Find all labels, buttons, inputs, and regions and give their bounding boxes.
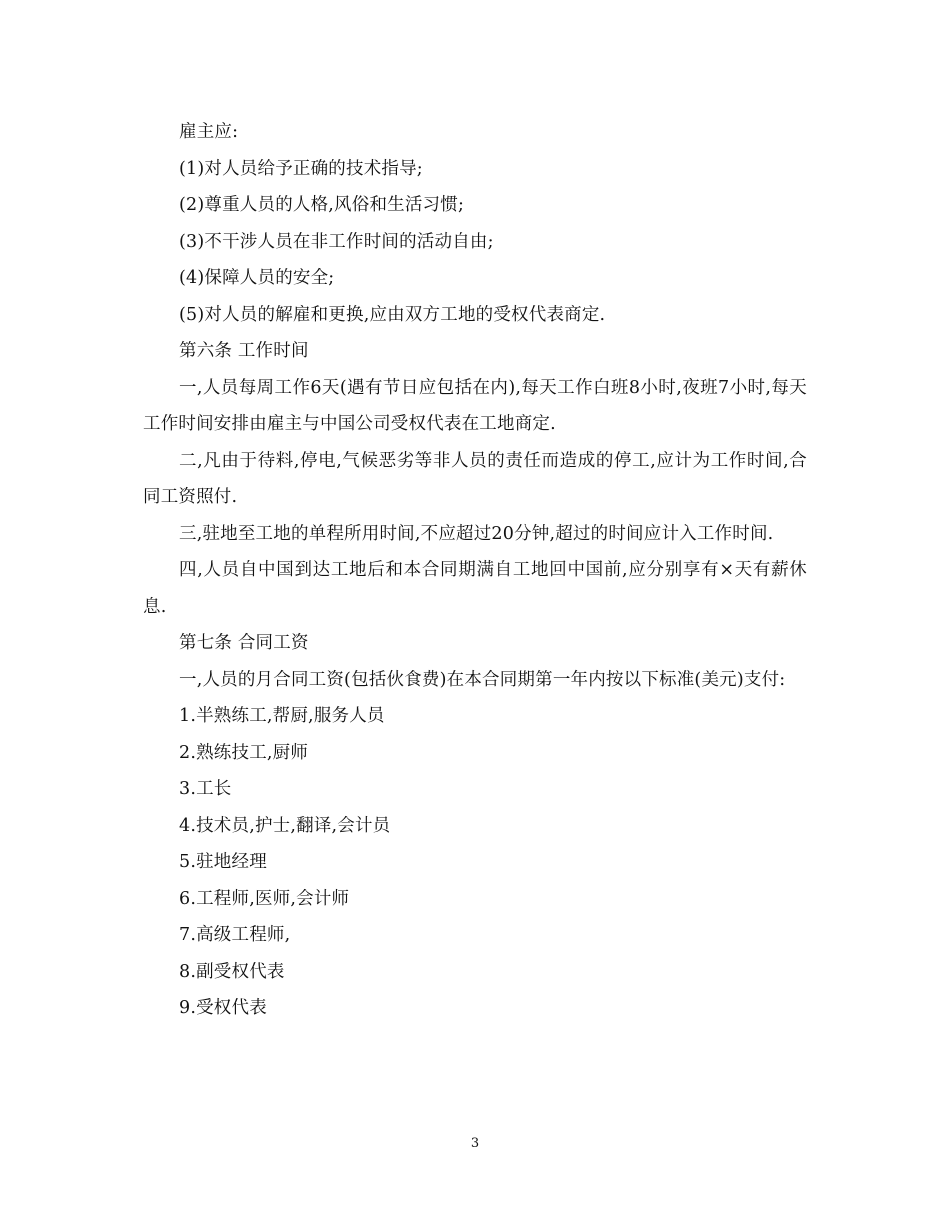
- employer-duty-item: (5)对人员的解雇和更换,应由双方工地的受权代表商定.: [179, 304, 606, 325]
- employer-duty-item: (1)对人员给予正确的技术指导;: [179, 158, 423, 179]
- wage-category-item: 2.熟练技工,厨师: [179, 742, 309, 763]
- article-7-intro: 一,人员的月合同工资(包括伙食费)在本合同期第一年内按以下标准(美元)支付:: [179, 669, 786, 690]
- article-6-paragraph: 三,驻地至工地的单程所用时间,不应超过20分钟,超过的时间应计入工作时间.: [179, 523, 774, 544]
- article-7-heading: 第七条 合同工资: [179, 633, 309, 653]
- employer-duty-item: (3)不干涉人员在非工作时间的活动自由;: [179, 231, 494, 252]
- wage-category-item: 3.工长: [179, 779, 232, 799]
- wage-category-item: 5.驻地经理: [179, 852, 267, 872]
- article-6-heading: 第六条 工作时间: [179, 341, 309, 361]
- employer-duty-item: (4)保障人员的安全;: [179, 268, 335, 288]
- employer-duties-intro: 雇主应:: [179, 122, 239, 142]
- wage-category-item: 6.工程师,医师,会计师: [179, 888, 350, 909]
- article-6-paragraph: 四,人员自中国到达工地后和本合同期满自工地回中国前,应分别享有×天有薪休息.: [143, 560, 807, 617]
- employer-duty-item: (2)尊重人员的人格,风俗和生活习惯;: [179, 195, 465, 215]
- wage-category-item: 7.高级工程师,: [179, 925, 291, 945]
- wage-category-item: 9.受权代表: [179, 998, 267, 1018]
- page-number: 3: [470, 1136, 480, 1151]
- wage-category-item: 1.半熟练工,帮厨,服务人员: [179, 706, 385, 726]
- wage-category-item: 8.副受权代表: [179, 961, 285, 982]
- document-body: [143, 114, 807, 1027]
- wage-category-item: 4.技术员,护士,翻译,会计员: [179, 815, 391, 836]
- article-6-paragraph: 二,凡由于待料,停电,气候恶劣等非人员的责任而造成的停工,应计为工作时间,合同工资照付.: [143, 450, 807, 507]
- article-6-paragraph: 一,人员每周工作6天(遇有节日应包括在内),每天工作白班8小时,夜班7小时,每天工作时间安排由雇主与中国公司受权代表在工地商定.: [143, 377, 807, 434]
